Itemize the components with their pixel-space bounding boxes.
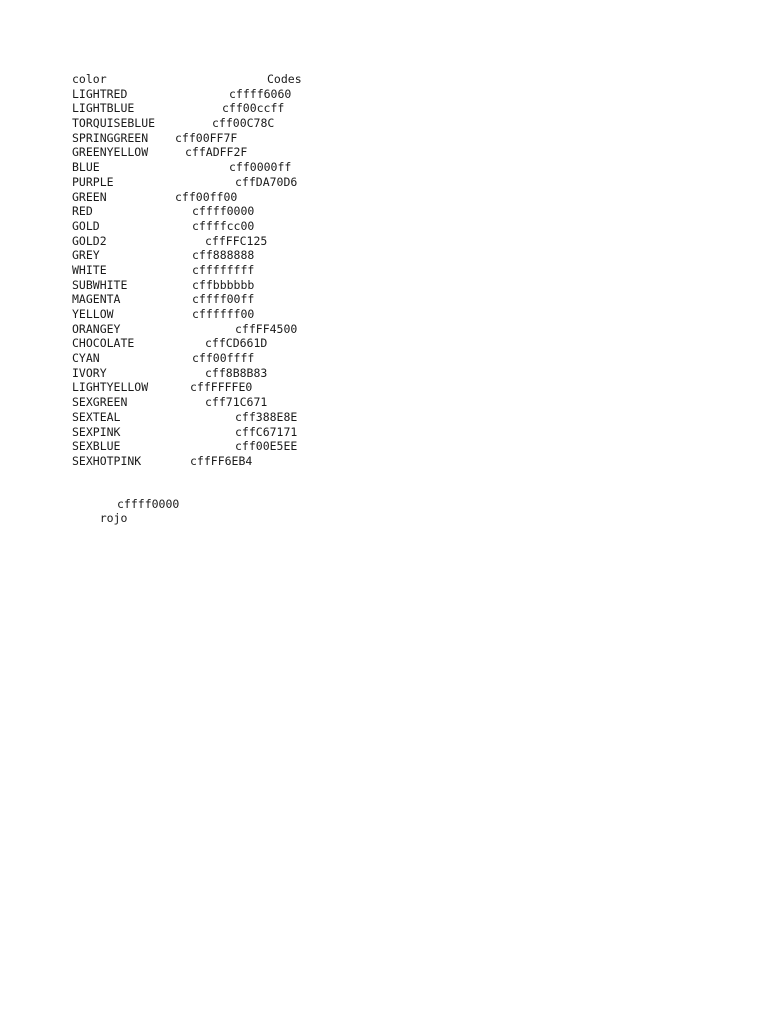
color-code: cff8B8B83	[205, 365, 268, 380]
color-name: YELLOW	[72, 307, 114, 321]
list-item	[72, 160, 332, 175]
color-code: cffADFF2F	[185, 145, 248, 160]
color-code: cffFFC125	[205, 233, 268, 248]
list-item	[72, 204, 332, 219]
color-name: RED	[72, 204, 93, 219]
color-code: cff0000ff	[229, 160, 292, 175]
list-item	[72, 395, 332, 410]
list-item	[72, 454, 332, 469]
list-item	[72, 351, 332, 366]
color-code: cffff6060	[229, 86, 292, 101]
list-item	[72, 425, 332, 440]
color-code: cffffffff	[192, 262, 255, 277]
list-item	[72, 87, 332, 102]
color-code-list	[72, 87, 332, 469]
color-code: cff888888	[192, 248, 255, 263]
color-name: GREENYELLOW	[72, 145, 149, 160]
color-code: cff00ff00	[175, 189, 238, 204]
color-code: cffDA70D6	[235, 174, 298, 189]
color-code: cffffff00	[192, 307, 255, 321]
list-item	[72, 336, 332, 351]
color-code: cffFFFFE0	[190, 380, 253, 395]
list-item	[72, 278, 332, 293]
list-item	[72, 101, 332, 116]
list-item	[72, 263, 332, 278]
list-item	[72, 439, 332, 454]
color-name: PURPLE	[72, 174, 114, 189]
list-item	[72, 380, 332, 395]
color-name: GOLD	[72, 218, 100, 233]
color-name: LIGHTBLUE	[72, 101, 135, 116]
codes-column-header: Codes	[267, 72, 302, 86]
color-name: SEXBLUE	[72, 439, 121, 454]
list-item	[72, 366, 332, 381]
list-item	[72, 292, 332, 307]
color-name: MAGENTA	[72, 292, 121, 307]
color-name: WHITE	[72, 262, 107, 277]
color-column-header: color	[72, 72, 107, 86]
color-name: BLUE	[72, 160, 100, 175]
color-name: SEXGREEN	[72, 395, 128, 410]
list-item	[72, 219, 332, 234]
color-name: GREEN	[72, 189, 107, 204]
list-item	[72, 131, 332, 146]
color-code: cff00E5EE	[235, 439, 298, 454]
table-header	[72, 72, 312, 87]
list-item	[72, 322, 332, 337]
color-code: cffC67171	[235, 424, 298, 439]
list-item	[72, 116, 332, 131]
color-name: SPRINGGREEN	[72, 130, 149, 145]
color-code: cffff00ff	[192, 292, 255, 307]
color-name: TORQUISEBLUE	[72, 116, 156, 131]
color-name: IVORY	[72, 365, 107, 380]
color-code: cff00ffff	[192, 351, 255, 366]
color-code: cff00C78C	[212, 116, 275, 131]
color-name: GOLD2	[72, 233, 107, 248]
color-code: cff00FF7F	[175, 130, 238, 145]
color-code: cff388E8E	[235, 409, 298, 424]
color-name: LIGHTYELLOW	[72, 380, 149, 395]
list-item	[72, 190, 332, 205]
footer-note	[72, 497, 180, 553]
color-name: SEXPINK	[72, 424, 121, 439]
footer-code: cffff0000	[117, 497, 180, 511]
color-name: LIGHTRED	[72, 86, 128, 101]
color-name: SUBWHITE	[72, 277, 128, 292]
color-code: cff00ccff	[222, 101, 285, 116]
color-name: CHOCOLATE	[72, 336, 135, 351]
footer-label: rojo	[99, 511, 128, 525]
color-code: cffCD661D	[205, 336, 268, 351]
color-code: cffFF4500	[235, 321, 298, 336]
color-code: cffff0000	[192, 204, 255, 219]
color-code: cffffcc00	[192, 218, 255, 233]
color-name: SEXTEAL	[72, 409, 121, 424]
color-name: ORANGEY	[72, 321, 121, 336]
color-name: SEXHOTPINK	[72, 453, 142, 468]
list-item	[72, 175, 332, 190]
color-code: cff71C671	[205, 395, 268, 410]
list-item	[72, 248, 332, 263]
list-item	[72, 234, 332, 249]
color-code: cffbbbbbb	[192, 277, 255, 292]
color-code: cffFF6EB4	[190, 453, 253, 468]
color-name: GREY	[72, 248, 100, 263]
color-name: CYAN	[72, 351, 100, 366]
list-item	[72, 145, 332, 160]
list-item	[72, 410, 332, 425]
list-item	[72, 307, 332, 322]
